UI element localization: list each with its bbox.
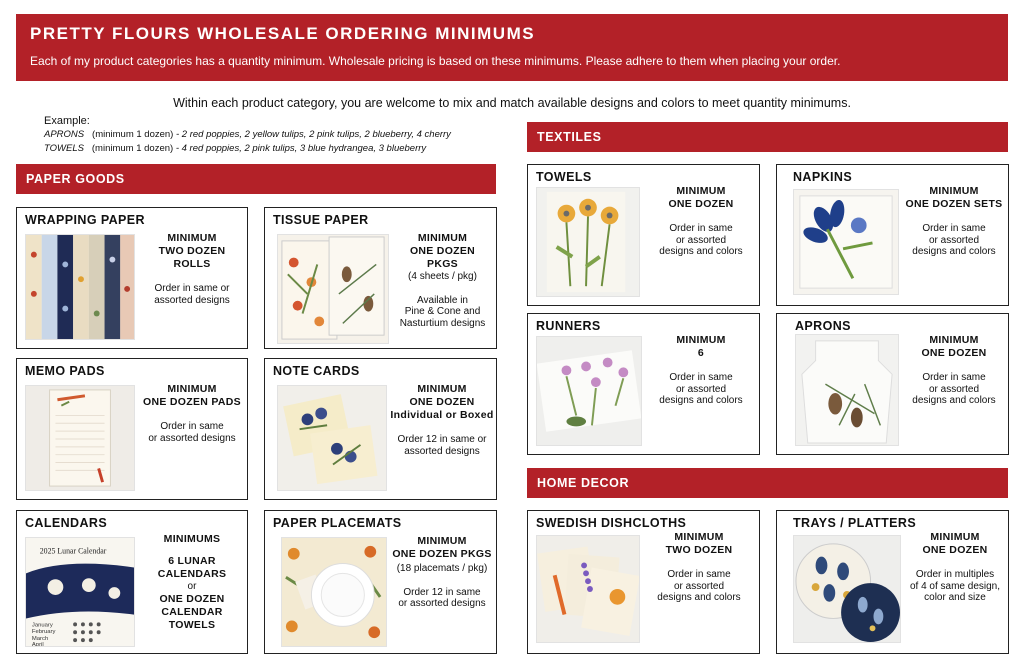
card-swedish-dishcloths <box>527 510 760 654</box>
example-block <box>44 114 451 156</box>
svg-text:March: March <box>31 636 49 643</box>
tissue-paper-image <box>277 234 389 344</box>
card-info: MINIMUMS 6 LUNAR CALENDARS or ONE DOZEN CALENDAR TOWELS <box>157 533 227 631</box>
svg-text:April: April <box>31 642 44 646</box>
memo-pad-image <box>25 385 135 491</box>
section-home-decor: HOME DECOR <box>527 468 1008 498</box>
card-title: APRONS <box>795 319 851 333</box>
runner-image <box>536 336 642 446</box>
card-memo-pads <box>16 358 248 500</box>
card-info: MINIMUM ONE DOZEN SETS Order in same or assorted designs and colors <box>905 185 1003 257</box>
card-info: MINIMUM ONE DOZEN PADS Order in same or assorted designs <box>143 383 241 444</box>
page-title: PRETTY FLOURS WHOLESALE ORDERING MINIMUMS <box>30 24 536 43</box>
section-paper-goods: PAPER GOODS <box>16 164 496 194</box>
card-info: MINIMUM ONE DOZEN Order in same or assorted designs and colors <box>912 334 996 406</box>
calendar-image <box>25 537 135 647</box>
card-title: CALENDARS <box>25 516 108 530</box>
card-title: TISSUE PAPER <box>273 213 369 227</box>
card-paper-placemats <box>264 510 497 654</box>
card-note-cards <box>264 358 497 500</box>
towel-image <box>536 187 640 297</box>
card-trays-platters <box>776 510 1009 654</box>
calendar-heading: 2025 Lunar Calendar <box>39 546 107 556</box>
card-info: MINIMUM 6 Order in same or assorted designs and colors <box>659 334 743 406</box>
card-title: TRAYS / PLATTERS <box>793 516 917 530</box>
svg-text:January: January <box>31 622 53 629</box>
card-title: NOTE CARDS <box>273 364 360 378</box>
tray-image <box>793 535 901 643</box>
card-wrapping-paper <box>16 207 248 349</box>
section-textiles: TEXTILES <box>527 122 1008 152</box>
example-label: Example: <box>44 115 90 127</box>
card-info: MINIMUM TWO DOZEN Order in same or assorted designs and colors <box>657 531 741 603</box>
card-tissue-paper <box>264 207 497 349</box>
example-line-towels: TOWELS (minimum 1 dozen) - 4 red poppies, 2 pink tulips, 3 blue hydrangea, 3 blueberry <box>44 143 427 154</box>
card-aprons <box>776 313 1009 455</box>
wrapping-paper-image <box>25 234 135 340</box>
card-title: MEMO PADS <box>25 364 105 378</box>
apron-image <box>795 334 899 446</box>
card-title: NAPKINS <box>793 170 853 184</box>
svg-text:February: February <box>31 629 56 636</box>
card-napkins <box>776 164 1009 306</box>
card-info: MINIMUM TWO DOZEN ROLLS Order in same or assorted designs <box>154 232 230 306</box>
card-title: RUNNERS <box>536 319 601 333</box>
card-title: PAPER PLACEMATS <box>273 516 402 530</box>
header-banner <box>16 14 1008 81</box>
card-info: MINIMUM ONE DOZEN PKGS (18 placemats / pkg) Order 12 in same or assorted designs <box>392 535 492 609</box>
intro-text: Within each product category, you are welcome to mix and match available designs and colors to meet quantity minimums. <box>173 96 851 110</box>
dishcloth-image <box>536 535 640 643</box>
card-title: WRAPPING PAPER <box>25 213 145 227</box>
card-calendars <box>16 510 248 654</box>
placemat-image <box>281 537 387 647</box>
example-line-aprons: APRONS (minimum 1 dozen) - 2 red poppies, 2 yellow tulips, 2 pink tulips, 2 blueberry, 4 cherry <box>44 129 451 140</box>
note-cards-image <box>277 385 387 491</box>
card-title: SWEDISH DISHCLOTHS <box>536 516 687 530</box>
card-info: MINIMUM ONE DOZEN Individual or Boxed Order 12 in same or assorted designs <box>390 383 494 457</box>
card-title: TOWELS <box>536 170 592 184</box>
card-info: MINIMUM ONE DOZEN Order in multiples of 4 of same design, color and size <box>909 531 1001 603</box>
card-towels <box>527 164 760 306</box>
card-runners <box>527 313 760 455</box>
napkin-image <box>793 189 899 295</box>
card-info: MINIMUM ONE DOZEN Order in same or assorted designs and colors <box>659 185 743 257</box>
card-info: MINIMUM ONE DOZEN PKGS (4 sheets / pkg) Available in Pine & Cone and Nasturtium designs <box>399 232 486 329</box>
page-subtitle: Each of my product categories has a quantity minimum. Wholesale pricing is based on these minimums. Please adhere to them when placing your order. <box>30 54 841 68</box>
